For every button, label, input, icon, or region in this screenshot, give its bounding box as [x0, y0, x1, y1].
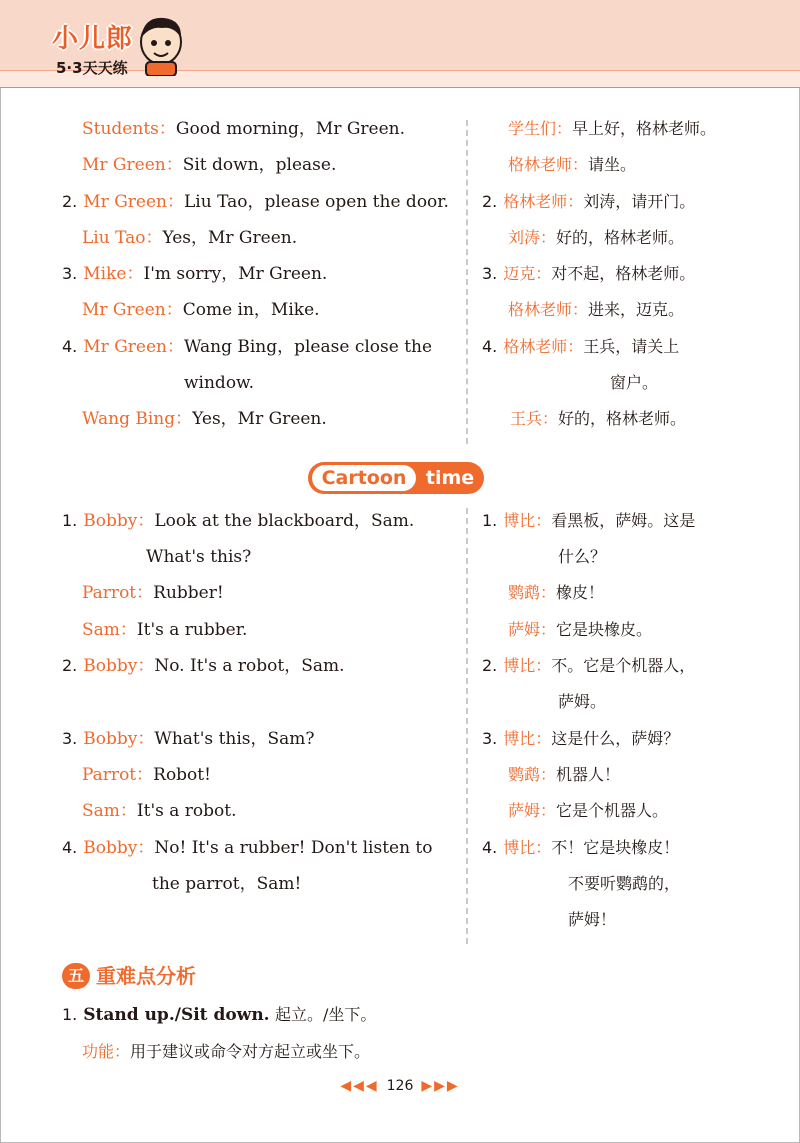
left-arrows-icon: ◀◀◀	[340, 1078, 379, 1094]
dialogue-line	[82, 227, 297, 249]
line-text: 萨姆！	[568, 910, 617, 929]
line-text: It's a robot.	[136, 801, 237, 821]
line-text: Sit down，please.	[182, 155, 337, 175]
banner-label-cartoon: Cartoon	[312, 465, 416, 491]
line-text: 王兵，请关上	[583, 337, 680, 356]
dialogue-line	[508, 154, 636, 176]
line-text: Robot!	[153, 765, 211, 785]
dialogue-line	[62, 728, 315, 750]
line-text: 这是什么，萨姆？	[551, 729, 680, 748]
speaker-name: 格林老师：	[503, 192, 584, 211]
speaker-name: 鹦鹉：	[508, 583, 557, 602]
line-number: 4.	[62, 337, 78, 356]
speaker-name: 博比：	[503, 838, 552, 857]
speaker-name: 格林老师：	[508, 300, 589, 319]
line-text: Rubber!	[153, 583, 224, 603]
line-text: the parrot，Sam!	[152, 874, 302, 894]
speaker-name: 王兵：	[510, 409, 559, 428]
speaker-name: Parrot：	[82, 765, 154, 785]
speaker-name: Mr Green：	[82, 300, 183, 320]
dialogue-line	[82, 582, 224, 604]
line-text: 好的，格林老师。	[558, 409, 687, 428]
dialogue-line	[62, 655, 345, 677]
dialogue-line	[568, 909, 616, 931]
line-text: Good morning，Mr Green.	[175, 119, 406, 139]
speaker-name: Bobby：	[83, 656, 155, 676]
item-number: 1.	[62, 1005, 78, 1024]
dialogue-line	[508, 582, 604, 604]
speaker-name: Mr Green：	[83, 337, 184, 357]
dialogue-line	[508, 619, 652, 641]
dialogue-line	[508, 118, 716, 140]
speaker-name: Mr Green：	[83, 192, 184, 212]
line-text: 萨姆。	[558, 692, 607, 711]
line-text: Look at the blackboard，Sam.	[154, 511, 415, 531]
line-number: 1.	[482, 511, 498, 530]
column-divider-2	[466, 508, 468, 944]
line-number: 4.	[62, 838, 78, 857]
dialogue-line	[610, 372, 658, 394]
speaker-name: 格林老师：	[508, 155, 589, 174]
speaker-name: 鹦鹉：	[508, 765, 557, 784]
line-text: 橡皮！	[556, 583, 605, 602]
line-number: 4.	[482, 337, 498, 356]
right-arrows-icon: ▶▶▶	[421, 1078, 460, 1094]
speaker-name: Bobby：	[83, 729, 155, 749]
line-text: 看黑板，萨姆。这是	[551, 511, 696, 530]
dialogue-line	[62, 263, 327, 285]
dialogue-line	[482, 728, 679, 750]
item-translation: 起立。/坐下。	[275, 1005, 377, 1024]
line-text: 机器人！	[556, 765, 621, 784]
line-text: 请坐。	[588, 155, 637, 174]
line-number: 3.	[62, 729, 78, 748]
line-text: 不！它是块橡皮！	[551, 838, 680, 857]
function-label: 功能：	[82, 1042, 131, 1061]
line-text: 不要听鹦鹉的，	[568, 874, 681, 893]
dialogue-line	[82, 619, 247, 641]
dialogue-line	[508, 299, 684, 321]
speaker-name: Mike：	[83, 264, 144, 284]
speaker-name: 博比：	[503, 729, 552, 748]
dialogue-line	[146, 546, 251, 568]
dialogue-line	[82, 299, 320, 321]
boy-mascot-icon	[134, 12, 188, 76]
dialogue-line	[62, 510, 414, 532]
speaker-name: 萨姆：	[508, 801, 557, 820]
dialogue-line	[508, 227, 684, 249]
brand-title: 小儿郎	[52, 24, 134, 54]
dialogue-line	[82, 800, 237, 822]
line-text: Wang Bing，please close the	[183, 337, 433, 357]
dialogue-line	[82, 154, 336, 176]
dialogue-line	[482, 263, 695, 285]
dialogue-line	[508, 800, 668, 822]
brand-subtitle: 5·3天天练	[56, 59, 128, 77]
speaker-name: 博比：	[503, 511, 552, 530]
dialogue-line	[568, 873, 680, 895]
dialogue-line	[82, 764, 211, 786]
line-number: 3.	[62, 264, 78, 283]
dialogue-line	[82, 408, 327, 430]
dialogue-line	[62, 336, 432, 358]
line-text: 它是块橡皮。	[556, 620, 653, 639]
page-footer	[330, 1078, 470, 1094]
brand-logo	[16, 12, 186, 80]
speaker-name: 迈克：	[503, 264, 552, 283]
function-note	[82, 1041, 370, 1063]
line-number: 4.	[482, 838, 498, 857]
line-number: 3.	[482, 729, 498, 748]
speaker-name: Parrot：	[82, 583, 154, 603]
item-phrase: Stand up./Sit down.	[83, 1005, 270, 1025]
speaker-name: 萨姆：	[508, 620, 557, 639]
line-text: 什么？	[558, 547, 607, 566]
dialogue-line	[62, 191, 449, 213]
line-text: It's a rubber.	[136, 620, 248, 640]
function-text: 用于建议或命令对方起立或坐下。	[130, 1042, 371, 1061]
line-number: 2.	[482, 656, 498, 675]
line-text: Liu Tao，please open the door.	[183, 192, 449, 212]
line-text: Yes，Mr Green.	[162, 228, 298, 248]
line-text: 它是个机器人。	[556, 801, 669, 820]
line-text: 对不起，格林老师。	[551, 264, 696, 283]
line-text: Come in，Mike.	[182, 300, 320, 320]
speaker-name: Sam：	[82, 620, 137, 640]
dialogue-line	[482, 336, 679, 358]
dialogue-line	[482, 510, 695, 532]
section-number-badge: 五	[62, 963, 90, 989]
line-text: 早上好，格林老师。	[572, 119, 717, 138]
line-text: What's this?	[146, 547, 252, 567]
line-text: 进来，迈克。	[588, 300, 685, 319]
line-text: 好的，格林老师。	[556, 228, 685, 247]
dialogue-line	[482, 837, 679, 859]
banner-label-time: time	[425, 467, 475, 489]
dialogue-line	[482, 191, 695, 213]
dialogue-line	[508, 764, 620, 786]
speaker-name: 博比：	[503, 656, 552, 675]
line-text: I'm sorry，Mr Green.	[143, 264, 328, 284]
line-text: 刘涛，请开门。	[583, 192, 696, 211]
dialogue-line	[82, 118, 405, 140]
dialogue-line	[510, 408, 686, 430]
line-text: window.	[184, 373, 254, 393]
line-number: 2.	[62, 656, 78, 675]
section-title: 重难点分析	[96, 964, 196, 988]
speaker-name: Sam：	[82, 801, 137, 821]
dialogue-line	[152, 873, 301, 895]
speaker-name: Mr Green：	[82, 155, 183, 175]
line-number: 3.	[482, 264, 498, 283]
dialogue-line	[62, 837, 433, 859]
speaker-name: Wang Bing：	[82, 409, 193, 429]
speaker-name: 格林老师：	[503, 337, 584, 356]
speaker-name: Liu Tao：	[82, 228, 163, 248]
line-text: No! It's a rubber! Don't listen to	[154, 838, 433, 858]
dialogue-line	[482, 655, 695, 677]
dialogue-line	[184, 372, 254, 394]
dialogue-line	[558, 691, 606, 713]
column-divider-1	[466, 120, 468, 444]
line-number: 1.	[62, 511, 78, 530]
line-text: No. It's a robot，Sam.	[154, 656, 345, 676]
speaker-name: Students：	[82, 119, 176, 139]
speaker-name: 学生们：	[508, 119, 573, 138]
line-number: 2.	[62, 192, 78, 211]
line-text: What's this，Sam?	[154, 729, 315, 749]
dialogue-line	[558, 546, 606, 568]
line-text: Yes，Mr Green.	[192, 409, 327, 429]
cartoon-time-banner	[308, 462, 484, 494]
speaker-name: 刘涛：	[508, 228, 557, 247]
page-number: 126	[386, 1078, 414, 1094]
line-text: 窗户。	[610, 373, 659, 392]
line-text: 不。它是个机器人，	[551, 656, 696, 675]
line-number: 2.	[482, 192, 498, 211]
analysis-item-1	[62, 1004, 376, 1026]
speaker-name: Bobby：	[83, 838, 155, 858]
speaker-name: Bobby：	[83, 511, 155, 531]
